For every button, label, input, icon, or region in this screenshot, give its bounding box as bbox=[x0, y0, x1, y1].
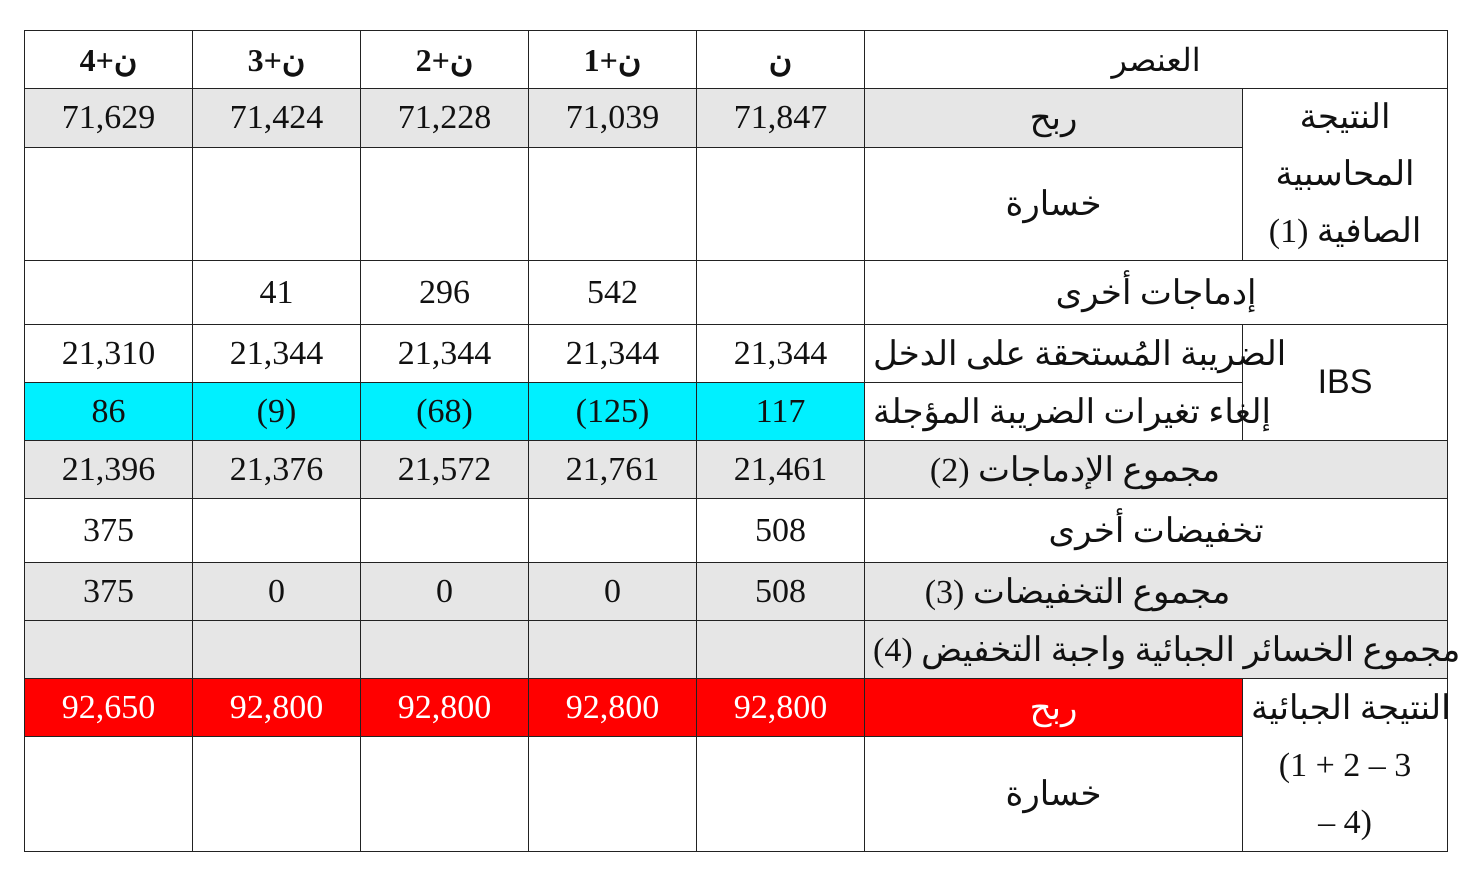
value-cell: 117 bbox=[697, 383, 865, 441]
total-integrations-row bbox=[25, 441, 1448, 499]
value-cell: 92,650 bbox=[25, 679, 193, 737]
value-cell: 296 bbox=[361, 261, 529, 325]
value-cell bbox=[25, 737, 193, 852]
value-cell bbox=[697, 261, 865, 325]
profit-label: ربح bbox=[865, 89, 1243, 148]
value-cell bbox=[193, 737, 361, 852]
total-deductions-row bbox=[25, 563, 1448, 621]
value-cell: 21,310 bbox=[25, 325, 193, 383]
value-cell bbox=[193, 499, 361, 563]
ibs-group-label: IBS bbox=[1243, 325, 1448, 441]
total-deductions-label: مجموع التخفيضات (3) bbox=[865, 563, 1448, 621]
accounting-loss-row bbox=[25, 147, 1448, 260]
value-cell: 92,800 bbox=[697, 679, 865, 737]
value-cell bbox=[697, 147, 865, 260]
value-cell: 21,344 bbox=[193, 325, 361, 383]
value-cell bbox=[193, 147, 361, 260]
value-cell bbox=[697, 621, 865, 679]
value-cell: 508 bbox=[697, 563, 865, 621]
value-cell: 21,376 bbox=[193, 441, 361, 499]
loss-label: خسارة bbox=[865, 147, 1243, 260]
value-cell bbox=[25, 147, 193, 260]
year-col-n3: ن+3 bbox=[193, 31, 361, 89]
value-cell: 71,424 bbox=[193, 89, 361, 148]
value-cell: 92,800 bbox=[529, 679, 697, 737]
element-header: العنصر bbox=[865, 31, 1448, 89]
income-tax-label: الضريبة المُستحقة على الدخل bbox=[865, 325, 1243, 383]
value-cell bbox=[529, 737, 697, 852]
profit-label: ربح bbox=[865, 679, 1243, 737]
value-cell: 21,344 bbox=[529, 325, 697, 383]
group-line: – 4) bbox=[1318, 803, 1372, 841]
value-cell: 86 bbox=[25, 383, 193, 441]
value-cell: (68) bbox=[361, 383, 529, 441]
value-cell: 375 bbox=[25, 499, 193, 563]
value-cell bbox=[361, 737, 529, 852]
value-cell: 542 bbox=[529, 261, 697, 325]
value-cell: 21,572 bbox=[361, 441, 529, 499]
other-deductions-label: تخفيضات أخرى bbox=[865, 499, 1448, 563]
other-integrations-row bbox=[25, 261, 1448, 325]
deferred-tax-row bbox=[25, 383, 1448, 441]
loss-label: خسارة bbox=[865, 737, 1243, 852]
group-line: الصافية (1) bbox=[1268, 213, 1422, 250]
value-cell: 21,761 bbox=[529, 441, 697, 499]
value-cell: 21,461 bbox=[697, 441, 865, 499]
value-cell: (125) bbox=[529, 383, 697, 441]
value-cell: (9) bbox=[193, 383, 361, 441]
header-row bbox=[25, 31, 1448, 89]
tax-loss-row bbox=[25, 737, 1448, 852]
value-cell: 71,039 bbox=[529, 89, 697, 148]
deferred-tax-label: إلغاء تغيرات الضريبة المؤجلة bbox=[865, 383, 1243, 441]
value-cell: 0 bbox=[193, 563, 361, 621]
value-cell bbox=[697, 737, 865, 852]
value-cell: 41 bbox=[193, 261, 361, 325]
group-line: المحاسبية bbox=[1275, 156, 1415, 193]
value-cell: 0 bbox=[361, 563, 529, 621]
accounting-result-group-label bbox=[1243, 89, 1448, 261]
income-tax-row bbox=[25, 325, 1448, 383]
value-cell bbox=[529, 499, 697, 563]
year-col-n1: ن+1 bbox=[529, 31, 697, 89]
year-col-n4: ن+4 bbox=[25, 31, 193, 89]
value-cell bbox=[193, 621, 361, 679]
tax-losses-label: مجموع الخسائر الجبائية واجبة التخفيض (4) bbox=[865, 621, 1448, 679]
year-col-n2: ن+2 bbox=[361, 31, 529, 89]
accounting-profit-row bbox=[25, 89, 1448, 148]
value-cell: 508 bbox=[697, 499, 865, 563]
tax-result-group-label bbox=[1243, 679, 1451, 852]
value-cell: 375 bbox=[25, 563, 193, 621]
value-cell: 0 bbox=[529, 563, 697, 621]
value-cell: 71,629 bbox=[25, 89, 193, 148]
total-integrations-label: مجموع الإدماجات (2) bbox=[865, 441, 1448, 499]
value-cell bbox=[529, 147, 697, 260]
value-cell bbox=[361, 499, 529, 563]
fiscal-result-table bbox=[24, 30, 1460, 852]
group-line: النتيجة الجبائية bbox=[1251, 689, 1451, 727]
value-cell: 71,228 bbox=[361, 89, 529, 148]
value-cell bbox=[25, 261, 193, 325]
value-cell bbox=[361, 621, 529, 679]
other-integrations-label: إدماجات أخرى bbox=[865, 261, 1448, 325]
tax-losses-row bbox=[25, 621, 1448, 679]
group-line: النتيجة bbox=[1299, 99, 1391, 136]
year-col-n: ن bbox=[697, 31, 865, 89]
other-deductions-row bbox=[25, 499, 1448, 563]
value-cell: 71,847 bbox=[697, 89, 865, 148]
value-cell: 21,344 bbox=[361, 325, 529, 383]
value-cell: 92,800 bbox=[193, 679, 361, 737]
group-line: (1 + 2 – 3 bbox=[1278, 746, 1412, 784]
value-cell: 21,396 bbox=[25, 441, 193, 499]
value-cell: 21,344 bbox=[697, 325, 865, 383]
value-cell bbox=[25, 621, 193, 679]
tax-profit-row bbox=[25, 679, 1448, 737]
value-cell bbox=[361, 147, 529, 260]
value-cell bbox=[529, 621, 697, 679]
value-cell: 92,800 bbox=[361, 679, 529, 737]
